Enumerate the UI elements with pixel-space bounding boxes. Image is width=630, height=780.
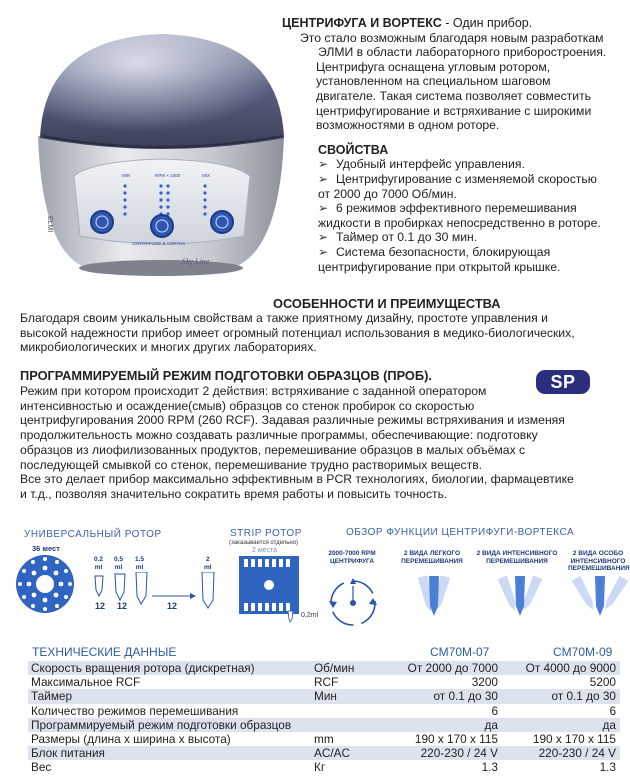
strip-volume: 0,2ml <box>301 612 319 619</box>
property-item: ➢ 6 режимов эффективного перемешивания <box>318 201 577 216</box>
overview-item-label: 2000-7000 RPM ЦЕНТРИФУГА <box>328 550 376 565</box>
tube-volume: 0.2 ml <box>94 556 104 571</box>
intro-block <box>280 16 625 274</box>
centrifuge-product-image <box>22 26 297 288</box>
universal-rotor-title: УНИВЕРСАЛЬНЫЙ РОТОР <box>24 529 162 540</box>
scale-label-rpm: RPM × 1000 <box>155 173 181 178</box>
scale-label-mix: MIX <box>202 173 211 178</box>
program-title: ПРОГРАММИРУЕМЫЙ РЕЖИМ ПОДГОТОВКИ ОБРАЗЦОВ (ПРОБ). <box>20 368 432 383</box>
model-header: CM70M-09 <box>553 645 613 659</box>
overview-title: ОБЗОР ФУНКЦИИ ЦЕНТРИФУГИ-ВОРТЕКСА <box>346 527 575 538</box>
specs-table <box>28 661 620 775</box>
features-paragraph: Благодаря своим уникальным свойствам а также приятному дизайну, простоте управления и высокой надежности прибор имеет огромный потенциал использования в медико-биологических, микробиологических и многих других лабораториях. <box>20 311 575 355</box>
tube-icons <box>90 572 220 612</box>
property-item: ➢ Центрифугирование с изменяемой скоростью <box>318 171 597 186</box>
strip-rotor-icon <box>236 553 302 623</box>
table-row: Блок питания AC/AC 220-230 / 24 V 220-230 / 24 V <box>28 746 620 760</box>
overview-item-label: 2 ВИДА ИНТЕНСИВНОГО ПЕРЕМЕШИВАНИЯ <box>476 550 558 565</box>
tube-count: 12 <box>95 601 106 611</box>
panel-label: CENTRIFUGE & VORTEX <box>132 241 186 246</box>
strip-rotor-note: (заказывается отдельно) <box>229 540 299 546</box>
universal-rotor-icon <box>14 553 76 615</box>
tube-volume: 0.5 ml <box>114 556 124 571</box>
arrow-bullet-icon: ➢ <box>318 171 329 186</box>
intensive-mixing-icon <box>490 570 550 630</box>
intro-title-bold: ЦЕНТРИФУГА И ВОРТЕКС <box>282 16 442 30</box>
light-mixing-icon <box>404 570 464 630</box>
centrifuge-rotation-icon <box>322 572 384 634</box>
intro-line: ЭЛМИ в области лабораторного приборостроения. <box>318 45 607 60</box>
specs-title: ТЕХНИЧЕСКИЕ ДАННЫЕ <box>32 645 177 659</box>
table-row: Количество режимов перемешивания 6 6 <box>31 703 616 718</box>
tube-count: 12 <box>117 601 128 611</box>
model-script-label: Sky Line <box>182 257 210 266</box>
arrow-bullet-icon: ➢ <box>318 244 329 259</box>
tube-count: 12 <box>167 601 178 611</box>
features-title: ОСОБЕННОСТИ И ПРЕИМУЩЕСТВА <box>273 296 501 311</box>
strip-rotor-title: STRIP РОТОР <box>230 528 302 539</box>
overview-item-label: 2 ВИДА ОСОБО ИНТЕНСИВНОГО ПЕРЕМЕШИВАНИЯ <box>568 550 630 572</box>
program-paragraph: Режим при котором происходит 2 действия: встряхивание с заданной оператором интенсивностью и осаждение(смыв) образцов со стенок пробирок со скоростью центрифугирования 2000 RPM (260 RCF). Задавая различные режимы встряхивания и изменяя продолжительность можно создавать различные программы, обеспечивающие: подготовку образцов из лиофилизованных продуктов, перемешивание образцов в малых объёмах с последующей смывкой со стенок, перемешивание трудно растворимых веществ. Все это делает прибор максимально эффективным в PCR технологиях, биологии, фармацевтике и т.д., позволяя значительно сократить время работы и повысить точность. <box>20 384 574 501</box>
sp-badge: SP <box>536 370 590 394</box>
model-header: CM70M-07 <box>430 645 490 659</box>
arrow-bullet-icon: ➢ <box>318 157 329 172</box>
intro-title-rest: - Один прибор. <box>441 16 533 30</box>
intro-line: центрифугирование и встряхивание с широкими <box>316 103 592 118</box>
property-item-cont: от 2000 до 7000 Об/мин. <box>318 186 457 201</box>
properties-title: СВОЙСТВА <box>318 142 389 157</box>
arrow-bullet-icon: ➢ <box>318 201 329 216</box>
table-row: Таймер Мин от 0.1 до 30 от 0.1 до 30 <box>28 689 620 703</box>
arrow-bullet-icon: ➢ <box>318 230 329 245</box>
scale-label-min: MIN <box>122 173 131 178</box>
strip-rotor-places: 2 места <box>252 547 278 554</box>
table-row: Размеры (длина х ширина х высота) mm 190 х 170 х 115 190 х 170 х 115 <box>31 732 616 747</box>
overview-item-label: 2 ВИДА ЛЕГКОГО ПЕРЕМЕШИВАНИЯ <box>401 550 463 565</box>
property-item: ➢ Таймер от 0.1 до 30 мин. <box>318 230 478 245</box>
property-item-cont: центрифугирование при открытой крышке. <box>318 259 561 274</box>
property-item: ➢ Удобный интерфейс управления. <box>318 157 525 172</box>
extra-intensive-mixing-icon <box>570 570 630 630</box>
table-row: Скорость вращения ротора (дискретная) Об/мин От 2000 до 7000 От 4000 до 9000 <box>28 661 620 675</box>
table-row: Вес Кг 1.3 1.3 <box>31 760 616 775</box>
brand-label: ELMI <box>46 216 53 233</box>
tube-volume: 1.5 ml <box>135 556 145 571</box>
intro-line: двигателе. Такая система позволяет совместить <box>316 88 592 103</box>
property-item-cont: жидкости в пробирках непосредственно в роторе. <box>318 215 601 230</box>
intro-line: Это стало возможным благодаря новым разработкам <box>300 30 604 45</box>
table-row: Программируемый режим подготовки образцов да да <box>28 718 620 732</box>
universal-rotor-places: 36 мест <box>32 544 60 553</box>
intro-line: возможностями в одном роторе. <box>316 118 500 133</box>
property-item: ➢ Система безопасности, блокирующая <box>318 244 551 259</box>
tube-volume: 2 ml <box>204 556 212 571</box>
intro-title <box>280 16 625 31</box>
intro-line: Центрифуга оснащена угловым ротором, <box>316 59 551 74</box>
intro-line: установленном на специальном шаговом <box>316 74 551 89</box>
table-row: Максимальное RCF RCF 3200 5200 <box>31 675 616 690</box>
